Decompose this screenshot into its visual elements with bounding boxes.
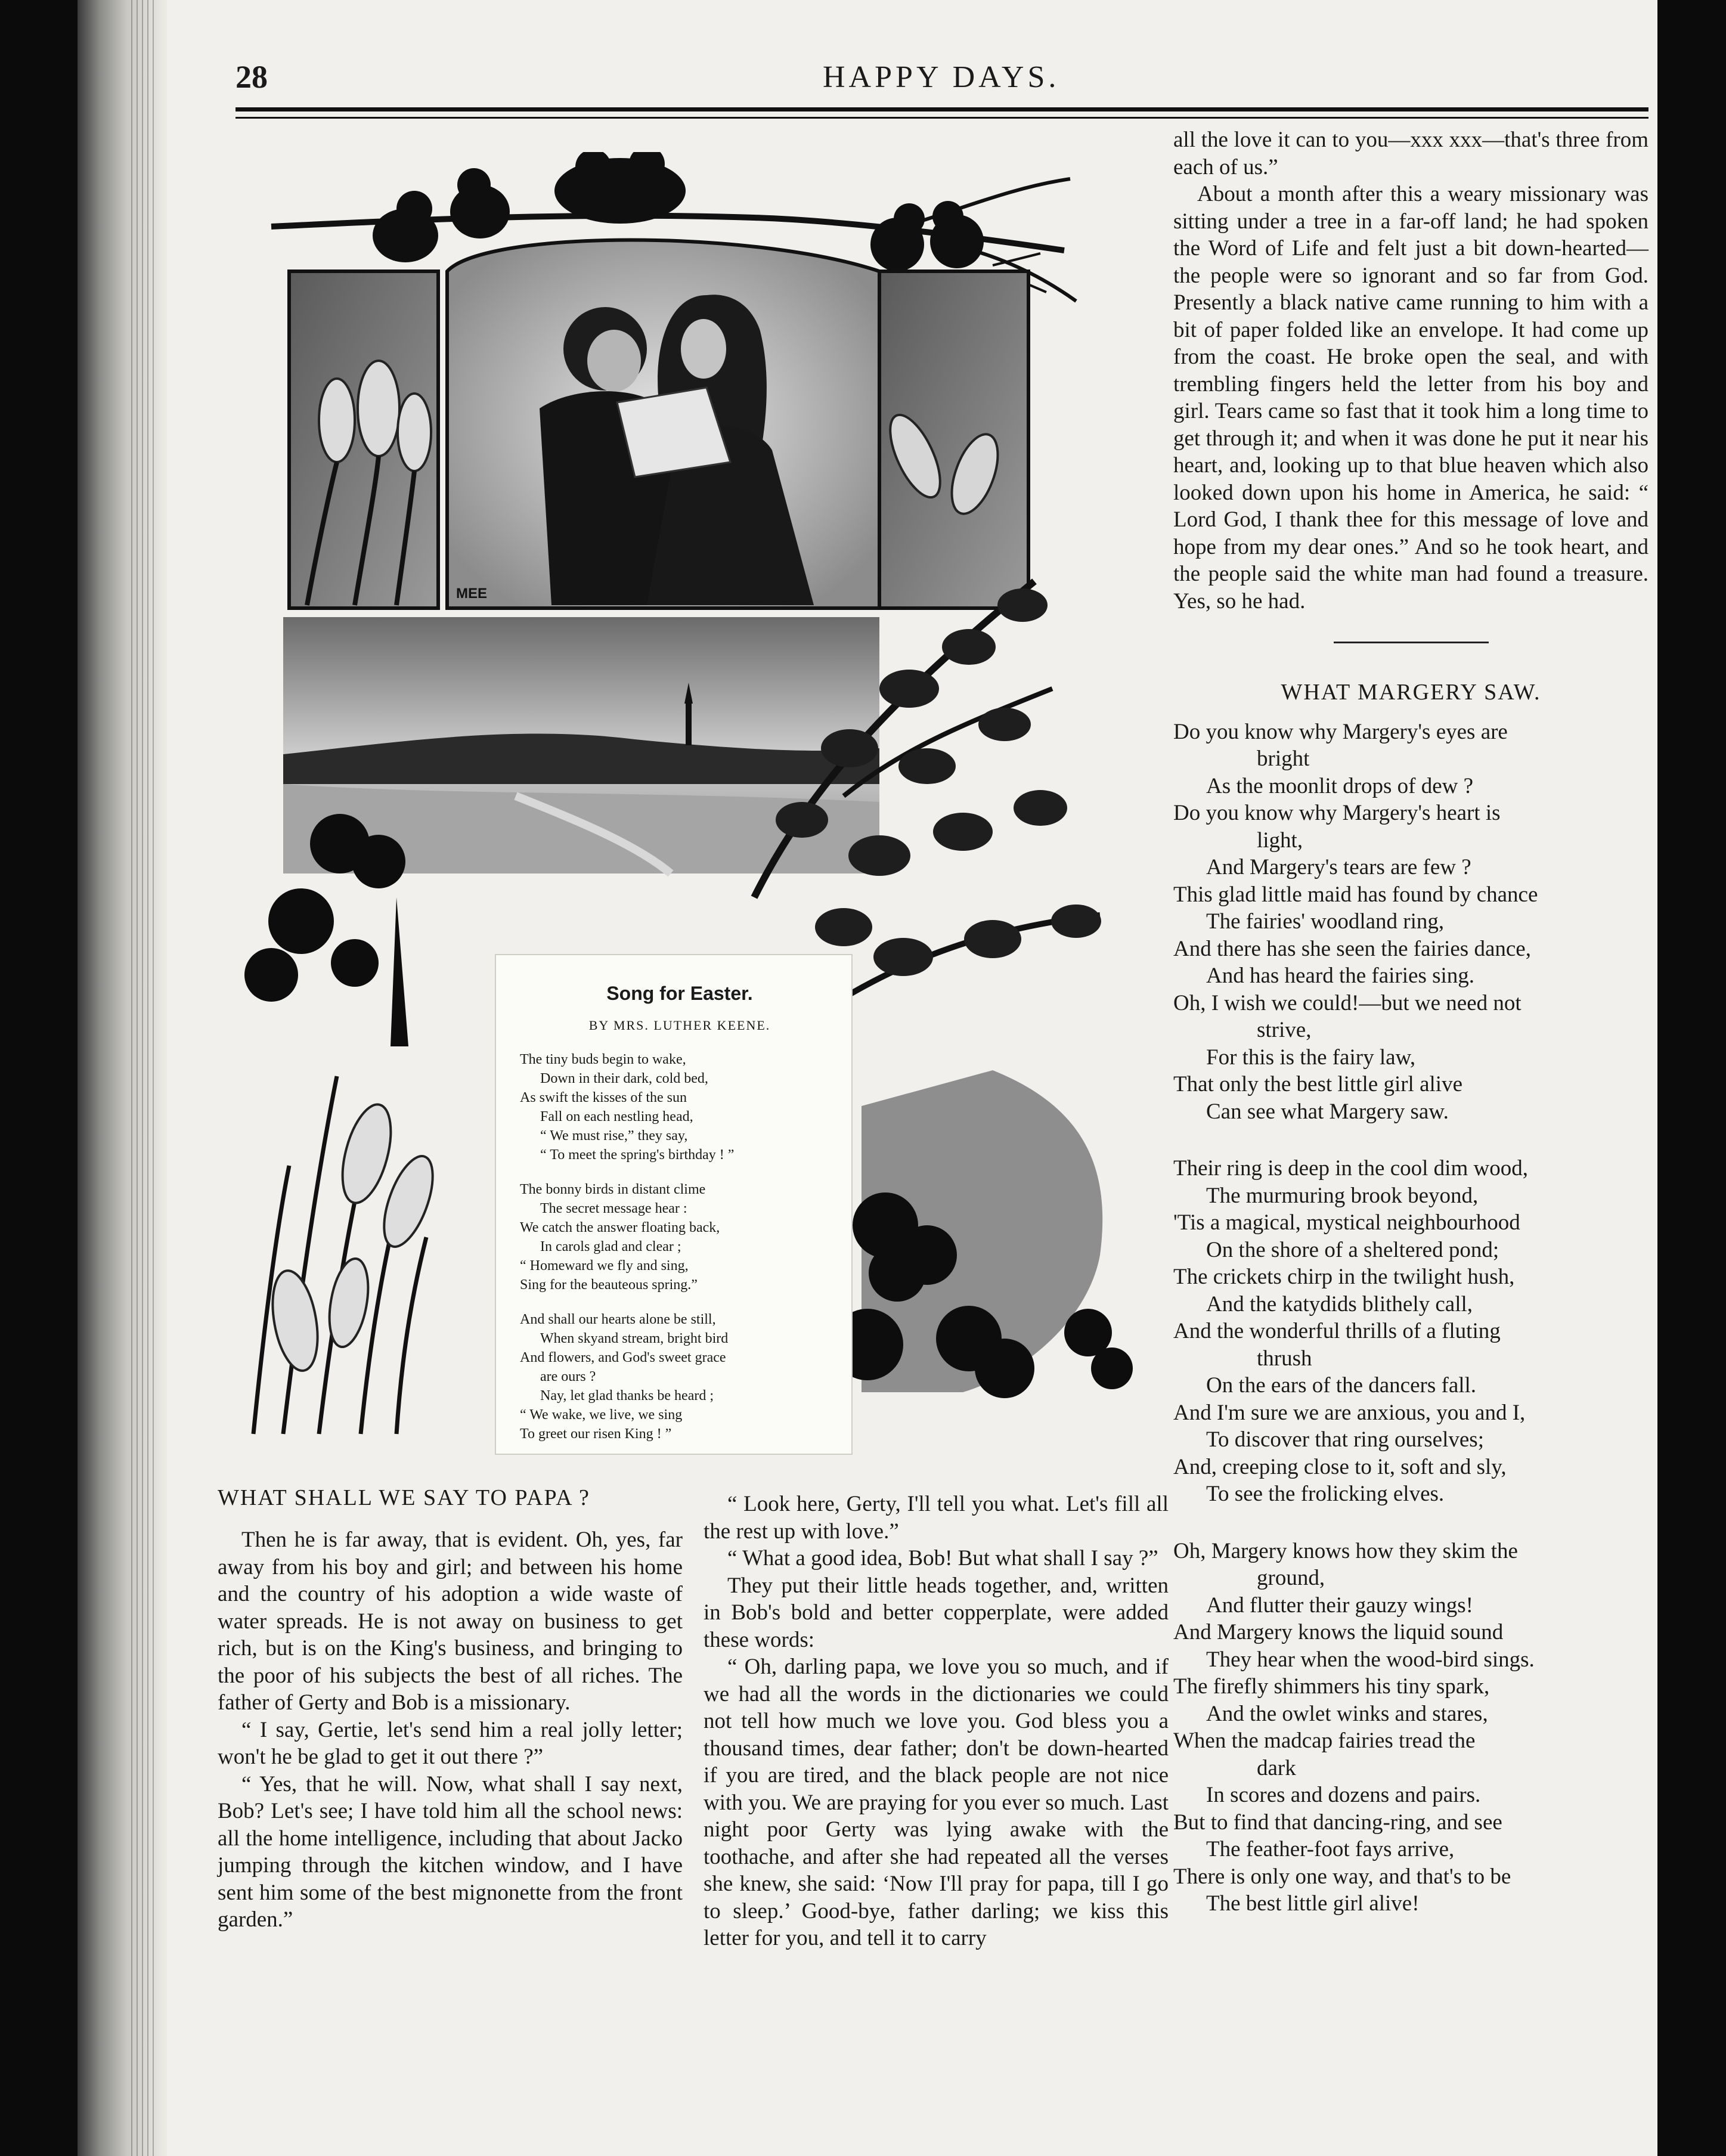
margery-poem-line: Their ring is deep in the cool dim wood, xyxy=(1173,1156,1528,1181)
margery-poem-line: When the madcap fairies tread the xyxy=(1173,1728,1476,1753)
easter-poem-line: To greet our risen King ! ” xyxy=(520,1426,672,1442)
easter-poem-line: “ We wake, we live, we sing xyxy=(520,1407,683,1423)
margery-poem-line: Oh, Margery knows how they skim the xyxy=(1173,1538,1518,1563)
margery-poem-line: Oh, I wish we could!—but we need not xyxy=(1173,990,1522,1015)
easter-poem-line: Sing for the beauteous spring.” xyxy=(520,1277,698,1293)
article-paragraph: all the love it can to you—xxx xxx—that's three from each of us.” xyxy=(1173,128,1648,179)
easter-poem-stanza xyxy=(520,1180,839,1294)
header-rule xyxy=(235,107,1648,111)
easter-poem-line: Down in their dark, cold bed, xyxy=(540,1071,708,1086)
crocus-left xyxy=(253,1076,442,1434)
header-rule-thin xyxy=(235,117,1648,119)
article-paragraph: Then he is far away, that is evident. Oh, yes, far away from his boy and girl; and between his home and the country of his adoption a wide waste of water spreads. He is not away on business to get rich, but is on the King's business, and bringing to the poor of his subjects the best of all riches. The father of Gerty and Bob is a missionary. xyxy=(218,1528,683,1715)
margery-poem-line: light, xyxy=(1257,828,1303,853)
easter-poem-line: “ Homeward we fly and sing, xyxy=(520,1258,689,1274)
margery-poem-line: The crickets chirp in the twilight hush, xyxy=(1173,1265,1515,1289)
margery-poem-line: But to find that dancing-ring, and see xyxy=(1173,1810,1502,1835)
binding-gutter xyxy=(131,0,155,2156)
easter-poem-line: “ To meet the spring's birthday ! ” xyxy=(540,1147,735,1163)
papa-article-column-1 xyxy=(218,1485,683,1934)
page-number: 28 xyxy=(235,59,268,95)
margery-poem-line: And flutter their gauzy wings! xyxy=(1206,1593,1473,1618)
margery-poem-line: For this is the fairy law, xyxy=(1206,1045,1416,1070)
easter-poem-line: are ours ? xyxy=(540,1369,596,1384)
right-column xyxy=(1173,126,1648,1918)
margery-poem-line: And I'm sure we are anxious, you and I, xyxy=(1173,1400,1526,1425)
article-paragraph: “ Yes, that he will. Now, what shall I say next, Bob? Let's see; I have told him all the school news: all the home intelligence, including that about Jacko jumping through the kitchen window, and I have sent him some of the best mignonette from the front garden.” xyxy=(218,1771,683,1932)
running-head: HAPPY DAYS. xyxy=(823,60,1060,94)
margery-poem-line: ground, xyxy=(1257,1566,1325,1590)
easter-poem-line: And flowers, and God's sweet grace xyxy=(520,1350,726,1365)
stanza-gap xyxy=(1173,1125,1648,1155)
stanza-gap xyxy=(1173,1508,1648,1538)
violets-left xyxy=(244,814,408,1046)
article-paragraph: “ Look here, Gerty, I'll tell you what. Let's fill all the rest up with love.” xyxy=(704,1492,1169,1544)
margery-poem-line: 'Tis a magical, mystical neighbourhood xyxy=(1173,1210,1520,1235)
easter-poem-line: The bonny birds in distant clime xyxy=(520,1182,706,1197)
easter-illustration xyxy=(218,152,1151,1464)
section-divider xyxy=(1334,642,1489,643)
margery-poem-line: And the wonderful thrills of a fluting xyxy=(1173,1319,1501,1343)
margery-poem-line: As the moonlit drops of dew ? xyxy=(1206,773,1474,798)
margery-poem-line: Do you know why Margery's eyes are xyxy=(1173,719,1508,744)
easter-poem-line: We catch the answer floating back, xyxy=(520,1220,720,1235)
margery-poem-line: And Margery's tears are few ? xyxy=(1206,855,1471,879)
easter-poem-stanza xyxy=(520,1310,839,1443)
easter-poem-line: Fall on each nestling head, xyxy=(540,1109,693,1125)
margery-poem-line: strive, xyxy=(1257,1018,1312,1042)
margery-poem-line: This glad little maid has found by chance xyxy=(1173,882,1538,907)
margery-poem-line: The firefly shimmers his tiny spark, xyxy=(1173,1674,1490,1699)
margery-poem-line: And the owlet winks and stares, xyxy=(1206,1701,1488,1726)
article-paragraph: “ I say, Gertie, let's send him a real jolly letter; won't he be glad to get it out there ?” xyxy=(218,1717,683,1769)
margery-poem-line: And has heard the fairies sing. xyxy=(1206,964,1475,988)
margery-poem-line: The fairies' woodland ring, xyxy=(1206,909,1445,934)
easter-poem-stanza xyxy=(520,1050,839,1164)
margery-poem-line: They hear when the wood-bird sings. xyxy=(1206,1647,1535,1672)
article-paragraph: “ What a good idea, Bob! But what shall I say ?” xyxy=(727,1546,1158,1570)
easter-poem-line: When skyand stream, bright bird xyxy=(540,1331,729,1346)
easter-poem-body xyxy=(520,1050,839,1443)
article-paragraph: About a month after this a weary missionary was sitting under a tree in a far-off land; he had spoken the Word of Life and felt just a bit down-hearted—the people were so ignorant and so far from God. Presently a black native came running to him with a bit of paper folded like an envelope. It had come up from the coast. He broke open the seal, and with trembling fingers held the letter from his boy and girl. Tears came so fast that it took him a long time to get through it; and when it was done he put it near his heart, and, looking up to that blue heaven which also looked down upon his home in America, he said: “ Lord God, I thank thee for this message of love and hope from my dear ones.” And so he took heart, and the people said the white man had found a treasure. Yes, so he had. xyxy=(1173,182,1648,614)
papa-article-column-2 xyxy=(704,1491,1169,1952)
easter-poem-card xyxy=(495,954,853,1455)
margery-poem-line: thrush xyxy=(1257,1346,1312,1371)
easter-poem-line: And shall our hearts alone be still, xyxy=(520,1312,716,1327)
easter-poem-line: The tiny buds begin to wake, xyxy=(520,1052,686,1067)
easter-poem-title: Song for Easter. xyxy=(606,983,753,1004)
margery-poem-line: On the shore of a sheltered pond; xyxy=(1206,1237,1499,1262)
margery-poem-line: Do you know why Margery's heart is xyxy=(1173,801,1501,825)
easter-poem-line: As swift the kisses of the sun xyxy=(520,1090,687,1105)
easter-poem-line: In carols glad and clear ; xyxy=(540,1239,681,1254)
easter-poem-line: Nay, let glad thanks be heard ; xyxy=(540,1388,714,1404)
margery-poem-line: dark xyxy=(1257,1755,1296,1780)
margery-poem-line: And there has she seen the fairies dance, xyxy=(1173,936,1531,961)
margery-poem-title: WHAT MARGERY SAW. xyxy=(1281,680,1541,705)
margery-poem-line: The murmuring brook beyond, xyxy=(1206,1183,1479,1208)
margery-poem-line: bright xyxy=(1257,746,1310,771)
article-paragraph: They put their little heads together, and, written in Bob's bold and better copperplate, were added these words: xyxy=(704,1573,1169,1652)
margery-poem-line: The best little girl alive! xyxy=(1206,1891,1420,1916)
illustrator-signature: MEE xyxy=(456,586,488,602)
papa-article-heading: WHAT SHALL WE SAY TO PAPA ? xyxy=(218,1485,590,1510)
margery-poem-line: And the katydids blithely call, xyxy=(1206,1291,1473,1316)
margery-poem-line: And, creeping close to it, soft and sly, xyxy=(1173,1454,1507,1479)
margery-poem-line: And Margery knows the liquid sound xyxy=(1173,1620,1504,1644)
margery-poem-line: Can see what Margery saw. xyxy=(1206,1099,1449,1124)
margery-poem-line: To see the frolicking elves. xyxy=(1206,1482,1445,1506)
easter-poem-line: “ We must rise,” they say, xyxy=(540,1128,688,1144)
margery-poem-line: That only the best little girl alive xyxy=(1173,1072,1462,1096)
margery-poem-line: There is only one way, and that's to be xyxy=(1173,1864,1511,1889)
easter-poem-line: The secret message hear : xyxy=(540,1201,687,1216)
margery-poem-line: The feather-foot fays arrive, xyxy=(1206,1837,1455,1861)
margery-poem-line: To discover that ring ourselves; xyxy=(1206,1427,1484,1452)
margery-poem-body xyxy=(1173,718,1648,1918)
margery-poem-line: On the ears of the dancers fall. xyxy=(1206,1373,1477,1398)
easter-poem-byline: BY MRS. LUTHER KEENE. xyxy=(588,1018,771,1033)
margery-poem-line: In scores and dozens and pairs. xyxy=(1206,1783,1481,1807)
article-paragraph: “ Oh, darling papa, we love you so much, and if we had all the words in the dictionaries we could not tell how much we love you. God bless you a thousand times, dear father; don't be down-hearted if you are tired, and the black people are not nice with you. We are praying for you ever so much. Last night poor Gerty was lying awake with the toothache, and after she had repeated all the verses she knew, she said: ‘Now I'll pray for papa, till I go to sleep.’ Good-bye, father darling; we kiss this letter for you, and tell it to carry xyxy=(704,1655,1169,1950)
